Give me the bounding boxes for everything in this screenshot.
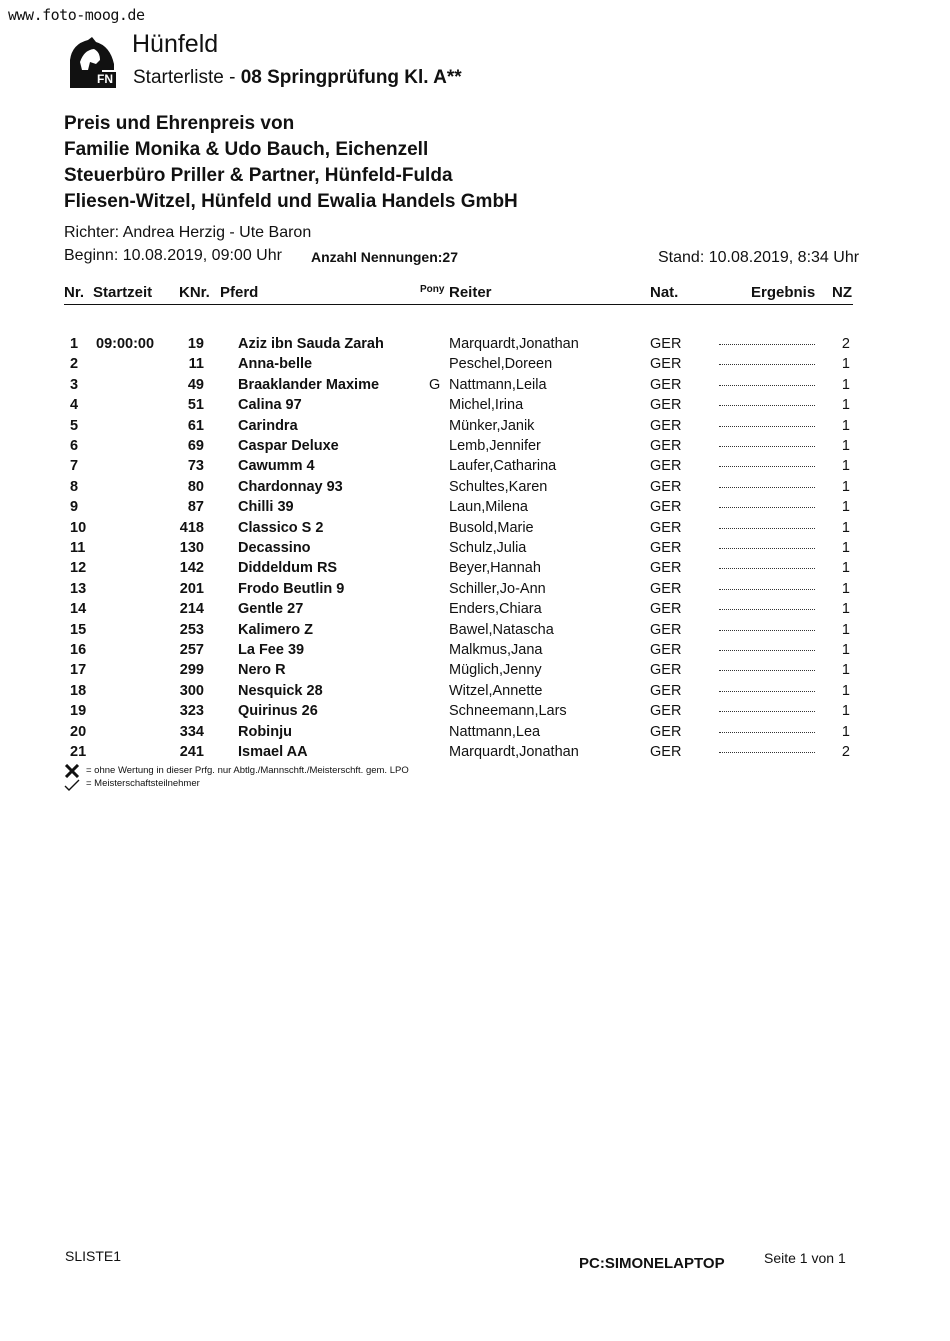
competition-name: 08 Springprüfung Kl. A** <box>240 67 462 88</box>
row-result-blank <box>719 344 815 345</box>
row-knr: 257 <box>179 642 204 658</box>
row-nz: 1 <box>841 682 850 699</box>
row-horse: Classico S 2 <box>238 519 324 536</box>
row-rider: Schulz,Julia <box>449 540 527 556</box>
row-rider: Beyer,Hannah <box>449 560 541 577</box>
pc-name: PC:SIMONELAPTOP <box>579 1255 725 1272</box>
row-number: 1 <box>70 336 79 352</box>
row-horse: Chardonnay 93 <box>238 478 343 495</box>
row-knr: 214 <box>179 601 204 618</box>
row-horse: Diddeldum RS <box>238 560 338 577</box>
row-knr: 51 <box>187 397 204 414</box>
row-nation: GER <box>650 458 682 475</box>
row-knr: 334 <box>179 723 204 740</box>
prize-line: Familie Monika & Udo Bauch, Eichenzell <box>64 139 429 160</box>
row-number: 21 <box>70 744 87 760</box>
row-nation: GER <box>650 336 682 352</box>
row-horse: Nero R <box>238 662 286 679</box>
col-header-pony: Pony <box>420 284 445 295</box>
row-horse: Nesquick 28 <box>238 682 323 699</box>
col-header-nat: Nat. <box>650 284 679 301</box>
table-row <box>0 560 950 580</box>
header-divider <box>64 304 853 305</box>
row-nation: GER <box>650 744 682 760</box>
fn-logo <box>66 36 118 90</box>
table-row <box>0 703 950 723</box>
row-nz: 1 <box>841 397 850 414</box>
row-nation: GER <box>650 682 682 699</box>
list-label: Starterliste - <box>133 67 236 88</box>
row-nation: GER <box>650 499 682 516</box>
row-nation: GER <box>650 397 682 414</box>
prize-line: Preis und Ehrenpreis von <box>64 113 295 134</box>
row-result-blank <box>719 609 815 610</box>
row-result-blank <box>719 426 815 427</box>
row-horse: Kalimero Z <box>238 621 313 638</box>
col-header-nz: NZ <box>832 284 852 301</box>
row-result-blank <box>719 466 815 467</box>
legend-championship: = Meisterschaftsteilnehmer <box>86 778 200 789</box>
row-result-blank <box>719 405 815 406</box>
row-knr: 323 <box>179 703 204 720</box>
row-horse: Gentle 27 <box>238 601 304 618</box>
table-row <box>0 418 950 438</box>
judges: Richter: Andrea Herzig - Ute Baron <box>64 224 312 241</box>
row-knr: 69 <box>187 438 204 454</box>
row-horse: Ismael AA <box>238 744 308 760</box>
col-header-startzeit: Startzeit <box>93 284 153 301</box>
row-number: 9 <box>70 499 79 516</box>
row-result-blank <box>719 630 815 631</box>
row-number: 13 <box>70 580 87 597</box>
row-knr: 201 <box>179 580 204 597</box>
col-header-ergebnis: Ergebnis <box>751 284 816 301</box>
row-result-blank <box>719 528 815 529</box>
page-number: Seite 1 von 1 <box>764 1250 846 1266</box>
row-result-blank <box>719 732 815 733</box>
col-header-nr: Nr. <box>64 284 85 301</box>
table-row <box>0 622 950 642</box>
row-nz: 1 <box>841 417 850 434</box>
row-result-blank <box>719 568 815 569</box>
row-rider: Marquardt,Jonathan <box>449 744 579 760</box>
row-knr: 241 <box>179 744 204 760</box>
row-nation: GER <box>650 376 682 393</box>
row-result-blank <box>719 589 815 590</box>
row-rider: Michel,Irina <box>449 397 524 414</box>
row-number: 15 <box>70 621 87 638</box>
table-row <box>0 642 950 662</box>
row-rider: Laufer,Catharina <box>449 458 557 475</box>
row-number: 19 <box>70 703 87 720</box>
row-result-blank <box>719 364 815 365</box>
row-knr: 299 <box>179 662 204 679</box>
row-nation: GER <box>650 560 682 577</box>
row-number: 12 <box>70 560 87 577</box>
row-number: 3 <box>70 376 79 393</box>
row-rider: Nattmann,Lea <box>449 723 541 740</box>
row-nation: GER <box>650 540 682 556</box>
row-horse: Frodo Beutlin 9 <box>238 580 345 597</box>
row-nz: 1 <box>841 376 850 393</box>
cross-icon <box>64 764 80 778</box>
legend-no-rating: = ohne Wertung in dieser Prfg. nur Abtlg./Mannschft./Meisterschft. gem. LPO <box>86 765 409 776</box>
row-nz: 1 <box>841 601 850 618</box>
row-nation: GER <box>650 642 682 658</box>
row-nz: 1 <box>841 662 850 679</box>
table-row <box>0 458 950 478</box>
row-number: 11 <box>70 540 86 556</box>
row-horse: Cawumm 4 <box>238 458 315 475</box>
table-row <box>0 397 950 417</box>
row-result-blank <box>719 650 815 651</box>
col-header-pferd: Pferd <box>220 284 259 301</box>
row-nz: 1 <box>841 499 850 516</box>
list-code: SLISTE1 <box>65 1248 122 1264</box>
table-row <box>0 662 950 682</box>
row-nation: GER <box>650 621 682 638</box>
row-rider: Witzel,Annette <box>449 682 543 699</box>
row-nz: 1 <box>841 621 850 638</box>
row-number: 5 <box>70 417 79 434</box>
row-nation: GER <box>650 601 682 618</box>
entries-count: Anzahl Nennungen:27 <box>311 249 459 265</box>
table-row <box>0 724 950 744</box>
row-knr: 130 <box>179 540 204 556</box>
row-number: 7 <box>70 458 79 475</box>
row-knr: 87 <box>187 499 204 516</box>
row-rider: Schneemann,Lars <box>449 703 567 720</box>
row-nation: GER <box>650 723 682 740</box>
row-rider: Müglich,Jenny <box>449 662 542 679</box>
row-rider: Nattmann,Leila <box>449 376 547 393</box>
row-nz: 1 <box>841 560 850 577</box>
table-row <box>0 479 950 499</box>
row-nz: 1 <box>841 356 850 373</box>
row-start-time: 09:00:00 <box>96 336 155 352</box>
row-rider: Lemb,Jennifer <box>449 438 541 454</box>
row-rider: Münker,Janik <box>449 417 535 434</box>
prize-line: Fliesen-Witzel, Hünfeld und Ewalia Handels GmbH <box>64 191 518 212</box>
row-nz: 1 <box>841 580 850 597</box>
checkmark-icon <box>64 778 80 792</box>
logo-text: FN <box>97 72 113 86</box>
table-row <box>0 377 950 397</box>
row-rider: Peschel,Doreen <box>449 356 553 373</box>
table-row <box>0 601 950 621</box>
row-number: 4 <box>70 397 79 414</box>
row-result-blank <box>719 446 815 447</box>
row-knr: 253 <box>179 621 204 638</box>
row-knr: 142 <box>179 560 204 577</box>
table-row <box>0 520 950 540</box>
row-knr: 61 <box>187 417 204 434</box>
row-nz: 1 <box>841 540 850 556</box>
row-nation: GER <box>650 356 682 373</box>
row-nation: GER <box>650 580 682 597</box>
row-knr: 418 <box>179 519 204 536</box>
status-timestamp: Stand: 10.08.2019, 8:34 Uhr <box>658 249 860 266</box>
row-result-blank <box>719 752 815 753</box>
page-title: Hünfeld <box>132 30 219 58</box>
table-row <box>0 356 950 376</box>
row-horse: La Fee 39 <box>238 642 305 658</box>
list-subtitle <box>133 67 462 89</box>
row-nation: GER <box>650 417 682 434</box>
row-number: 16 <box>70 642 87 658</box>
row-number: 6 <box>70 438 79 454</box>
row-rider: Schultes,Karen <box>449 478 548 495</box>
table-row <box>0 336 950 356</box>
table-row <box>0 744 950 764</box>
table-row <box>0 540 950 560</box>
row-knr: 73 <box>187 458 204 475</box>
col-header-knr: KNr. <box>179 284 210 301</box>
row-horse: Quirinus 26 <box>238 703 318 720</box>
prize-line: Steuerbüro Priller & Partner, Hünfeld-Fulda <box>64 165 453 186</box>
row-horse: Anna-belle <box>238 356 313 373</box>
row-nz: 2 <box>841 744 850 760</box>
row-nation: GER <box>650 703 682 720</box>
row-rider: Laun,Milena <box>449 499 528 516</box>
table-row <box>0 581 950 601</box>
row-horse: Decassino <box>238 540 311 556</box>
row-nz: 1 <box>841 703 850 720</box>
row-rider: Bawel,Natascha <box>449 621 554 638</box>
row-knr: 80 <box>187 478 204 495</box>
row-horse: Calina 97 <box>238 397 302 414</box>
row-knr: 19 <box>187 336 204 352</box>
row-nation: GER <box>650 438 682 454</box>
row-rider: Busold,Marie <box>449 519 534 536</box>
row-horse: Carindra <box>238 417 298 434</box>
row-nz: 1 <box>841 458 850 475</box>
table-row <box>0 683 950 703</box>
row-nation: GER <box>650 478 682 495</box>
row-nz: 1 <box>841 478 850 495</box>
row-rider: Enders,Chiara <box>449 601 542 618</box>
row-nz: 2 <box>841 336 850 352</box>
row-nz: 1 <box>841 642 850 658</box>
row-pony-flag: G <box>429 376 441 393</box>
row-knr: 300 <box>179 682 204 699</box>
row-horse: Braaklander Maxime <box>238 376 380 393</box>
row-nation: GER <box>650 662 682 679</box>
row-horse: Robinju <box>238 723 292 740</box>
row-rider: Marquardt,Jonathan <box>449 336 579 352</box>
col-header-reiter: Reiter <box>449 284 492 301</box>
row-result-blank <box>719 691 815 692</box>
row-number: 10 <box>70 519 87 536</box>
row-knr: 49 <box>187 376 204 393</box>
row-result-blank <box>719 670 815 671</box>
row-number: 18 <box>70 682 87 699</box>
table-row <box>0 438 950 458</box>
row-result-blank <box>719 711 815 712</box>
row-nz: 1 <box>841 438 850 454</box>
row-rider: Malkmus,Jana <box>449 642 543 658</box>
start-time: Beginn: 10.08.2019, 09:00 Uhr <box>64 247 282 264</box>
row-nz: 1 <box>841 519 850 536</box>
row-number: 20 <box>70 723 87 740</box>
watermark: www.foto-moog.de <box>8 6 145 24</box>
table-row <box>0 499 950 519</box>
row-result-blank <box>719 507 815 508</box>
row-number: 8 <box>70 478 79 495</box>
row-number: 14 <box>70 601 87 618</box>
row-result-blank <box>719 487 815 488</box>
row-number: 2 <box>70 356 79 373</box>
row-nz: 1 <box>841 723 850 740</box>
row-nation: GER <box>650 519 682 536</box>
row-horse: Chilli 39 <box>238 499 294 516</box>
row-horse: Aziz ibn Sauda Zarah <box>238 336 384 352</box>
row-rider: Schiller,Jo-Ann <box>449 580 546 597</box>
row-number: 17 <box>70 662 87 679</box>
row-knr: 11 <box>188 356 204 373</box>
row-result-blank <box>719 385 815 386</box>
row-horse: Caspar Deluxe <box>238 438 339 454</box>
row-result-blank <box>719 548 815 549</box>
